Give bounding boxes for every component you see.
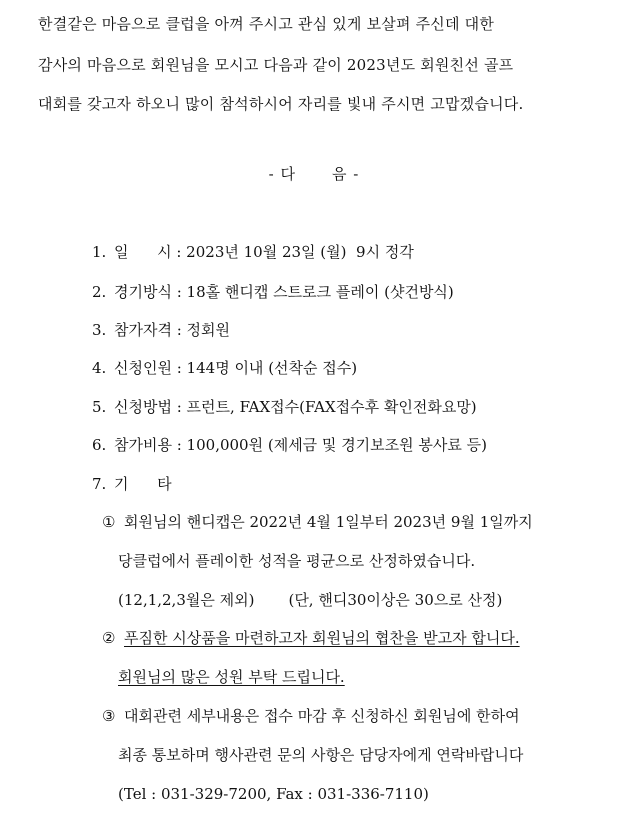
intro-line-2: 감사의 마음으로 회원님을 모시고 다음과 같이 2023년도 회원친선 골프 [38, 56, 514, 74]
other-2-line-1 [102, 628, 520, 648]
other-1-line-2: 당클럽에서 플레이한 성적을 평균으로 산정하였습니다. [118, 552, 476, 570]
intro-line-3: 대회를 갖고자 하오니 많이 참석하시어 자리를 빛내 주시면 고맙겠습니다. [38, 95, 524, 113]
item-others [92, 474, 172, 494]
circled-number-3: ③ [102, 707, 116, 725]
item-capacity [92, 358, 357, 378]
other-2-line-2 [118, 667, 345, 687]
item-number: 5. [92, 398, 107, 416]
item-date [92, 242, 414, 262]
other-2-text-2: 회원님의 많은 성원 부탁 드립니다. [118, 668, 345, 686]
item-label: 기 타 [114, 475, 172, 493]
item-label: 신청인원 [114, 359, 172, 377]
item-eligibility [92, 320, 230, 340]
item-value: : 18홀 핸디캡 스트로크 플레이 (샷건방식) [171, 283, 454, 301]
heading-left: - 다 [268, 165, 296, 183]
item-number: 3. [92, 321, 107, 339]
intro-line-1: 한결같은 마음으로 클럽을 아껴 주시고 관심 있게 보살펴 주신데 대한 [38, 15, 495, 33]
other-3-line-1 [102, 706, 520, 726]
item-number: 4. [92, 359, 107, 377]
item-game-format [92, 282, 454, 302]
heading-right: 음 - [332, 165, 360, 183]
item-value: : 2023년 10월 23일 (월) 9시 정각 [171, 243, 414, 261]
item-application-method [92, 397, 477, 417]
section-heading [0, 164, 628, 184]
item-number: 2. [92, 283, 107, 301]
circled-number-2: ② [102, 629, 116, 647]
other-3-text: 대회관련 세부내용은 접수 마감 후 신청하신 회원님에 한하여 [124, 707, 520, 725]
item-value: : 프런트, FAX접수(FAX접수후 확인전화요망) [171, 398, 477, 416]
other-3-line-2: 최종 통보하며 행사관련 문의 사항은 담당자에게 연락바랍니다 [118, 746, 524, 764]
other-1-note-left: (12,1,2,3월은 제외) [118, 591, 255, 609]
other-2-text: 푸짐한 시상품을 마련하고자 회원님의 협찬을 받고자 합니다. [124, 629, 520, 647]
item-value: : 100,000원 (제세금 및 경기보조원 봉사료 등) [171, 436, 487, 454]
other-1-note-right: (단, 핸디30이상은 30으로 산정) [288, 591, 503, 609]
item-label: 신청방법 [114, 398, 172, 416]
item-number: 1. [92, 243, 107, 261]
item-number: 7. [92, 475, 107, 493]
other-1-note [118, 590, 502, 610]
item-fee [92, 435, 487, 455]
circled-number-1: ① [102, 513, 116, 531]
other-1-text: 회원님의 핸디캡은 2022년 4월 1일부터 2023년 9월 1일까지 [124, 513, 533, 531]
item-value: : 144명 이내 (선착순 접수) [171, 359, 358, 377]
item-label: 참가자격 [114, 321, 172, 339]
item-label: 일 시 [114, 243, 172, 261]
item-label: 참가비용 [114, 436, 172, 454]
other-1-line-1 [102, 512, 533, 532]
item-label: 경기방식 [114, 283, 172, 301]
item-number: 6. [92, 436, 107, 454]
contact-info: (Tel : 031-329-7200, Fax : 031-336-7110) [118, 785, 429, 803]
item-value: : 정회원 [171, 321, 231, 339]
